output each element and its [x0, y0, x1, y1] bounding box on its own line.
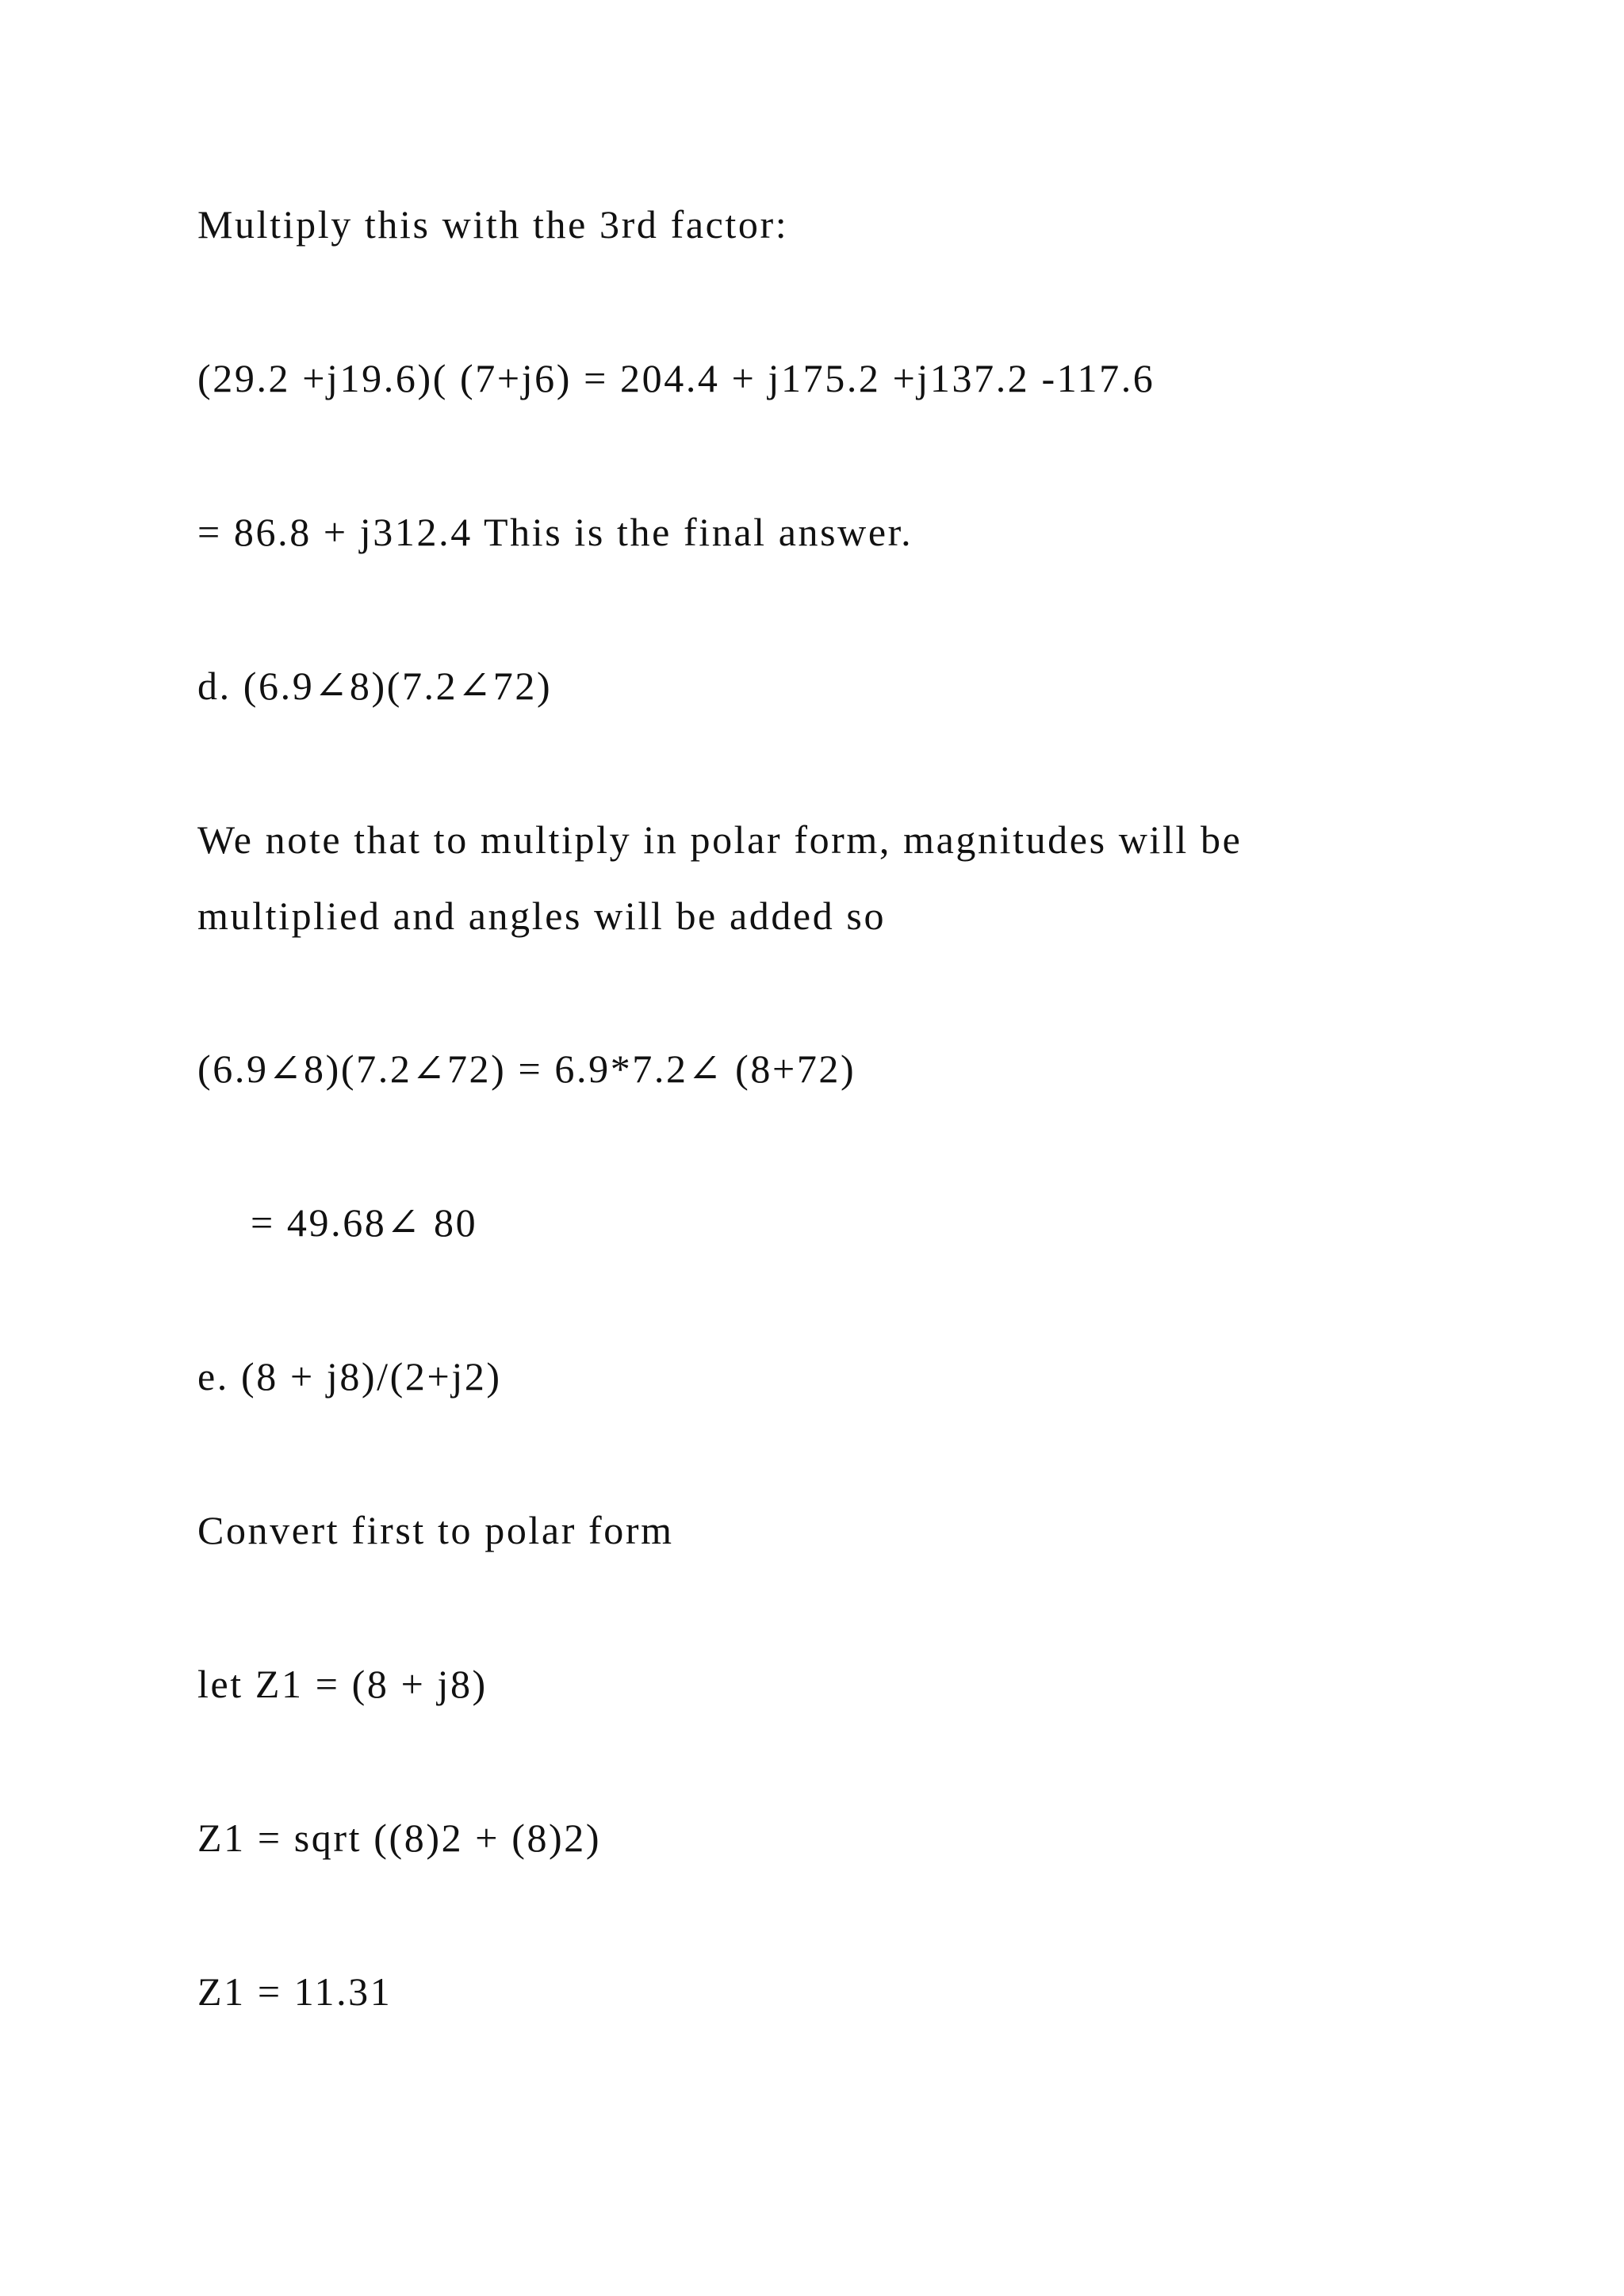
text-line-part-d: d. (6.9∠8)(7.2∠72) — [197, 664, 553, 708]
text-line-z1-value: Z1 = 11.31 — [197, 1969, 393, 2014]
text-line-polar-note-1: We note that to multiply in polar form, magnitudes will be — [197, 817, 1243, 862]
text-line-z1-sqrt: Z1 = sqrt ((8)2 + (8)2) — [197, 1816, 602, 1860]
text-line-part-e: e. (8 + j8)/(2+j2) — [197, 1354, 502, 1399]
text-line-polar-note-2: multiplied and angles will be added so — [197, 894, 887, 938]
text-line-multiply-third-factor: Multiply this with the 3rd factor: — [197, 202, 789, 247]
text-line-polar-multiply: (6.9∠8)(7.2∠72) = 6.9*7.2∠ (8+72) — [197, 1047, 856, 1091]
text-line-convert-polar: Convert first to polar form — [197, 1508, 674, 1552]
text-line-final-answer: = 86.8 + j312.4 This is the final answer. — [197, 510, 914, 554]
text-line-let-z1: let Z1 = (8 + j8) — [197, 1662, 488, 1706]
text-line-expansion: (29.2 +j19.6)( (7+j6) = 204.4 + j175.2 +j137.2 -117.6 — [197, 356, 1155, 400]
text-line-polar-result: = 49.68∠ 80 — [251, 1200, 478, 1245]
